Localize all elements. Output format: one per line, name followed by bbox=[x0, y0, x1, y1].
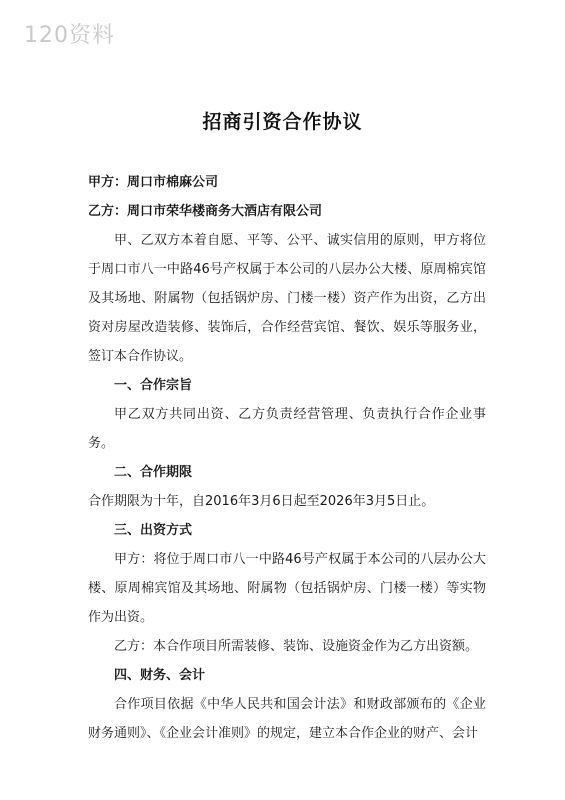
section-paragraph: 合作项目依据《中华人民共和国会计法》和财政部颁布的《企业财务通则》、《企业会计准则》的规定，建立本合作企业的财产、会计 bbox=[88, 697, 486, 741]
watermark: 120资料 bbox=[24, 23, 115, 48]
party-b: 乙方：周口市荣华楼商务大酒店有限公司 bbox=[88, 204, 323, 219]
section-paragraph: 合作期限为十年，自2016年3月6日起至2026年3月5日止。 bbox=[88, 494, 435, 509]
document-body bbox=[88, 168, 486, 748]
section-heading-finance: 四、财务、会计 bbox=[114, 668, 206, 683]
party-a: 甲方：周口市棉麻公司 bbox=[88, 175, 219, 190]
section-heading-purpose: 一、合作宗旨 bbox=[114, 378, 193, 393]
document-title: 招商引资合作协议 bbox=[202, 111, 363, 133]
intro-paragraph: 甲、乙双方本着自愿、平等、公平、诚实信用的原则，甲方将位于周口市八一中路46号产权属于本公司的八层办公大楼、原周棉宾馆及其场地、附属物（包括锅炉房、门楼一楼）资产作为出资，乙方出资对房屋改造装修、装饰后，合作经营宾馆、餐饮、娱乐等服务业，签订本合作协议。 bbox=[88, 233, 486, 364]
section-heading-term: 二、合作期限 bbox=[114, 465, 193, 480]
section-paragraph: 乙方：本合作项目所需装修、装饰、设施资金作为乙方出资额。 bbox=[114, 639, 479, 654]
section-paragraph: 甲乙双方共同出资、乙方负责经营管理、负责执行合作企业事务。 bbox=[88, 407, 486, 451]
section-heading-contribution: 三、出资方式 bbox=[114, 523, 193, 538]
section-paragraph: 甲方：将位于周口市八一中路46号产权属于本公司的八层办公大楼、原周棉宾馆及其场地、附属物（包括锅炉房、门楼一楼）等实物作为出资。 bbox=[88, 552, 486, 625]
